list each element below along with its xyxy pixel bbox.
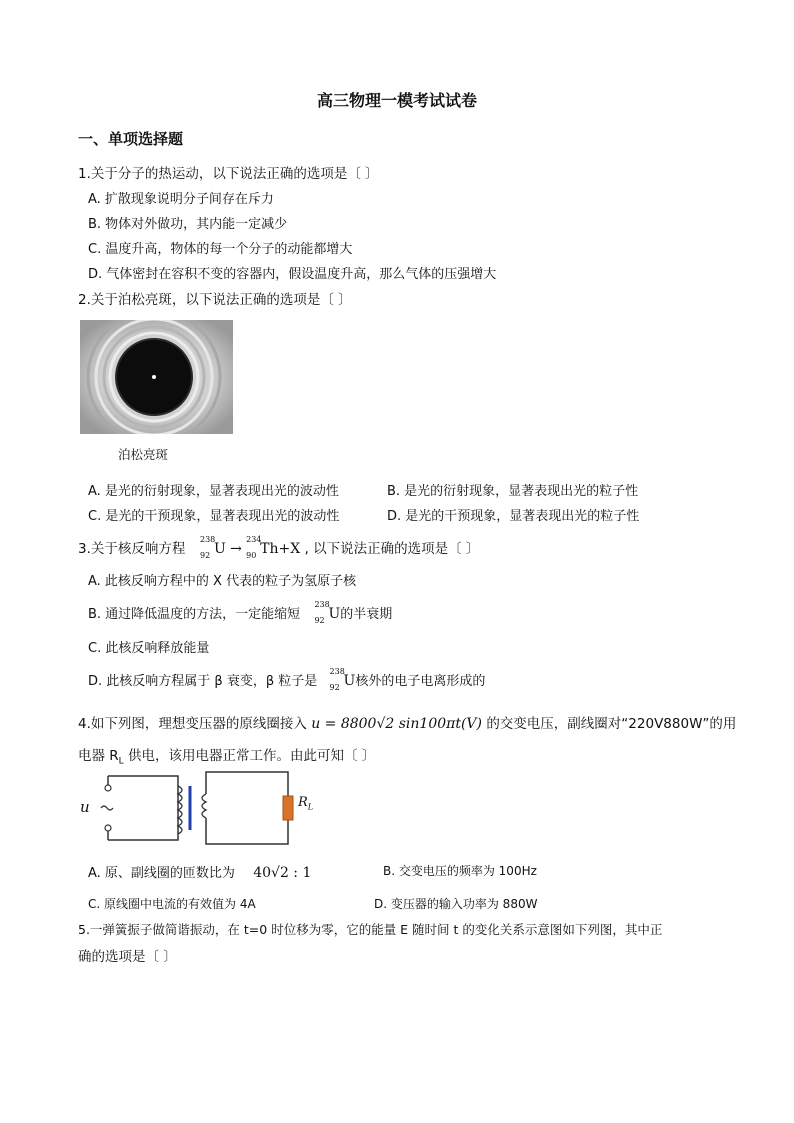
question-3-option-a: A. 此核反响方程中的 X 代表的粒子为氢原子核 <box>88 574 357 589</box>
question-3-option-b: B. 通过降低温度的方法，一定能缩短 238 92 U的半衰期 <box>88 600 393 625</box>
transformer-circuit-diagram <box>78 768 318 852</box>
photo-caption: 泊松亮斑 <box>118 447 169 462</box>
uranium-238-nuclide: 238 92 U <box>199 535 226 560</box>
question-1-option-d: D. 气体密封在容积不变的容器内，假设温度升高，那么气体的压强增大 <box>88 267 497 282</box>
turns-ratio: 40√2 : 1 <box>253 865 312 881</box>
question-3-stem-suffix: , 以下说法正确的选项是〔 〕 <box>304 541 480 557</box>
question-3-stem <box>78 535 480 560</box>
question-1-option-c: C. 温度升高，物体的每一个分子的动能都增大 <box>88 242 353 257</box>
question-4-option-a: A. 原、副线圈的匝数比为 40√2 : 1 <box>88 865 312 881</box>
question-2-option-d: D. 是光的干预现象，显著表现出光的粒子性 <box>387 509 640 524</box>
question-4-stem-line-1: 4.如下列图，理想变压器的原线圈接入 u = 8800√2 sin100πt(V) 的交变电压，副线圈对“220V880W”的用 <box>78 716 737 732</box>
reaction-arrow: → <box>230 541 242 557</box>
uranium-238-nuclide: 238 92 U <box>314 600 341 625</box>
uranium-238-nuclide: 238 92 U <box>329 667 356 692</box>
section-heading: 一、单项选择题 <box>78 130 184 148</box>
question-5-stem-line-1: 5.一弹簧振子做简谐振动，在 t=0 时位移为零，它的能量 E 随时间 t 的变化关系示意图如下列图，其中正 <box>78 922 663 937</box>
question-4-option-d: D. 变压器的输入功率为 880W <box>374 897 538 911</box>
resistor-label: $R_L$ <box>298 795 314 812</box>
question-4-option-c: C. 原线圈中电流的有效值为 4A <box>88 897 256 911</box>
question-1-option-b: B. 物体对外做功，其内能一定减少 <box>88 217 288 232</box>
question-3-option-d: D. 此核反响方程属于 β 衰变，β 粒子是 238 92 U核外的电子电离形成的 <box>88 667 486 692</box>
question-3-stem-prefix: 3.关于核反响方程 <box>78 541 186 557</box>
page-title: 高三物理一模考试试卷 <box>316 91 477 110</box>
question-4-option-b: B. 交变电压的频率为 100Hz <box>383 864 537 878</box>
question-3-option-c: C. 此核反响释放能量 <box>88 641 210 656</box>
question-4-stem-line-2: 电器 $R_L$ 供电，该用电器正常工作。由此可知〔 〕 <box>78 748 376 767</box>
thorium-234-nuclide: 234 90 Th+X <box>246 535 301 560</box>
question-2-option-a: A. 是光的衍射现象，显著表现出光的波动性 <box>88 484 339 499</box>
question-2-stem: 2.关于泊松亮斑，以下说法正确的选项是〔 〕 <box>78 292 352 308</box>
voltage-label-u: u <box>80 798 90 816</box>
question-1-option-a: A. 扩散现象说明分子间存在斥力 <box>88 192 274 207</box>
question-2-option-c: C. 是光的干预现象，显著表现出光的波动性 <box>88 509 340 524</box>
question-5-stem-line-2: 确的选项是〔 〕 <box>78 949 177 965</box>
question-1-stem: 1.关于分子的热运动，以下说法正确的选项是〔 〕 <box>78 166 379 182</box>
question-2-option-b: B. 是光的衍射现象，显著表现出光的粒子性 <box>387 484 639 499</box>
voltage-formula: u = 8800√2 sin100πt(V) <box>311 716 483 732</box>
poisson-spot-photo <box>80 320 233 434</box>
